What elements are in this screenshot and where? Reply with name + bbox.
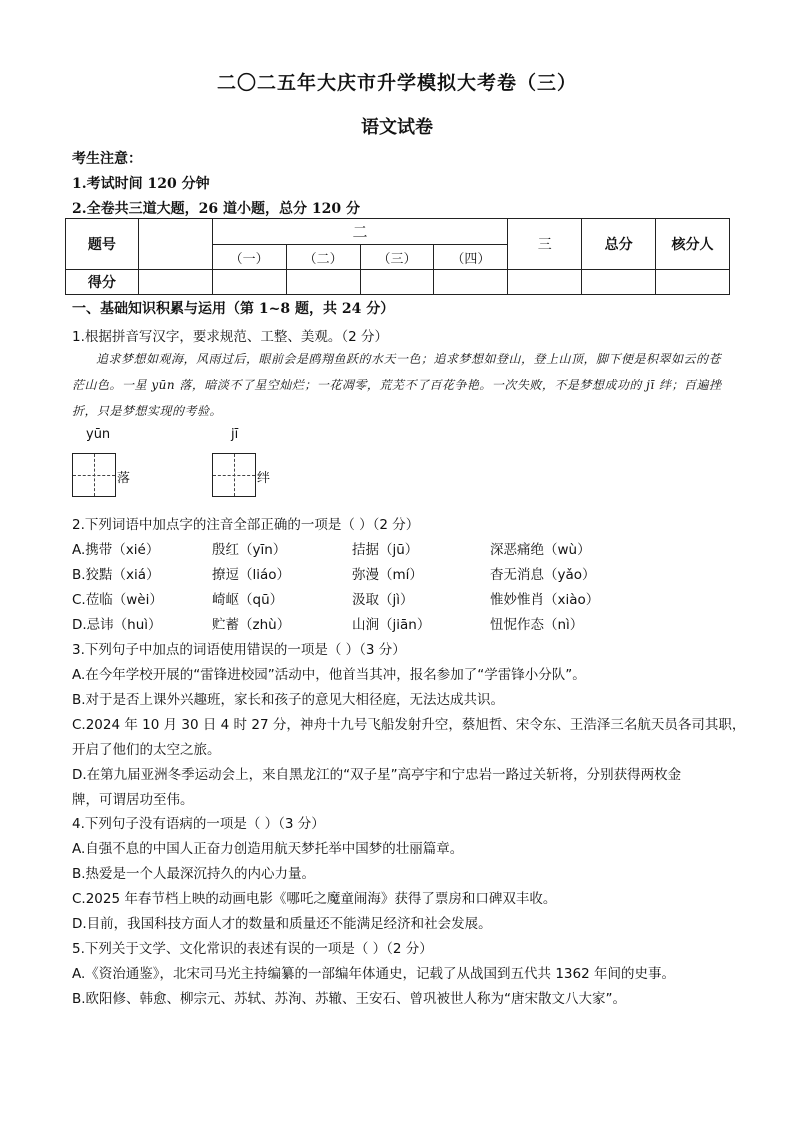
q2-option-b-2: 撩逗（liáo）	[212, 567, 291, 583]
section-heading: 一、基础知识积累与运用（第 1~8 题，共 24 分）	[72, 301, 395, 317]
grid-2-suffix: 绊	[257, 471, 271, 486]
score-table-cell[interactable]	[212, 270, 286, 295]
q3-option-d-cont: 牌，可谓居功至伟。	[72, 792, 194, 808]
q2-option-a-1: A.携带（xié）	[72, 542, 160, 558]
score-table	[65, 218, 730, 295]
score-table-sub-1: （一）	[212, 245, 286, 270]
score-table-cell[interactable]	[508, 270, 582, 295]
score-table-cell	[138, 219, 212, 270]
q2-option-d-4: 忸怩作态（nì）	[490, 617, 584, 633]
q2-option-b-3: 弥漫（mí）	[352, 567, 423, 583]
writing-grid-2[interactable]	[212, 453, 256, 497]
score-table-part3: 三	[508, 219, 582, 270]
score-table-part2: 二	[212, 219, 508, 245]
q3-option-b: B.对于是否上课外兴趣班，家长和孩子的意见大相径庭，无法达成共识。	[72, 692, 505, 708]
q2-option-a-2: 殷红（yīn）	[212, 542, 287, 558]
score-table-row-score: 得分	[66, 270, 139, 295]
score-table-cell[interactable]	[360, 270, 434, 295]
exam-subtitle: 语文试卷	[361, 117, 433, 138]
q2-option-d-2: 贮蓄（zhù）	[212, 617, 291, 633]
pinyin-2: jī	[231, 427, 239, 442]
q4-option-c: C.2025 年春节档上映的动画电影《哪吒之魔童闹海》获得了票房和口碑双丰收。	[72, 891, 557, 907]
q2-option-b-1: B.狡黠（xiá）	[72, 567, 160, 583]
question-2-stem: 2.下列词语中加点字的注音全部正确的一项是（ ）（2 分）	[72, 517, 420, 533]
question-1-passage: 追求梦想如观海，风雨过后，眼前会是鸥翔鱼跃的水天一色；追求梦想如登山，登上山顶，脚下便是积翠如云的苍茫山色。一星 yūn 落，暗淡不了星空灿烂；一花凋零，荒芜不了百花争艳。一次失败，不是梦想成功的 jī 绊；百遍挫折，只是梦想实现的考验。	[72, 352, 722, 418]
q4-option-a: A.自强不息的中国人正奋力创造用航天梦托举中国梦的壮丽篇章。	[72, 841, 464, 857]
score-table-cell[interactable]	[582, 270, 656, 295]
notice-item-total: 2.全卷共三道大题，26 道小题，总分 120 分	[72, 201, 360, 217]
score-table-sub-4: （四）	[434, 245, 508, 270]
score-table-sub-3: （三）	[360, 245, 434, 270]
q5-option-a: A.《资治通鉴》，北宋司马光主持编纂的一部编年体通史，记载了从战国到五代共 1362 年间的史事。	[72, 966, 675, 982]
score-table-cell[interactable]	[434, 270, 508, 295]
q3-option-c-cont: 开启了他们的太空之旅。	[72, 742, 221, 758]
score-table-cell[interactable]	[138, 270, 212, 295]
q2-option-b-4: 杳无消息（yǎo）	[490, 567, 596, 583]
q2-option-d-1: D.忌讳（huì）	[72, 617, 162, 633]
question-4-stem: 4.下列句子没有语病的一项是（ ）（3 分）	[72, 816, 325, 832]
score-table-checker: 核分人	[656, 219, 730, 270]
q3-option-c: C.2024 年 10 月 30 日 4 时 27 分，神舟十九号飞船发射升空，蔡旭哲、宋令东、王浩泽三名航天员各司其职，	[72, 717, 746, 733]
question-3-stem: 3.下列句子中加点的词语使用错误的一项是（ ）（3 分）	[72, 642, 406, 658]
q5-option-b: B.欧阳修、韩愈、柳宗元、苏轼、苏洵、苏辙、王安石、曾巩被世人称为“唐宋散文八大家”。	[72, 991, 627, 1007]
grid-1-suffix: 落	[117, 471, 131, 486]
q2-option-c-2: 崎岖（qū）	[212, 592, 284, 608]
q2-option-d-3: 山涧（jiān）	[352, 617, 431, 633]
exam-title: 二〇二五年大庆市升学模拟大考卷（三）	[216, 72, 577, 94]
q2-option-a-4: 深恶痛绝（wù）	[490, 542, 591, 558]
score-table-col-title: 题号	[66, 219, 139, 270]
q4-option-b: B.热爱是一个人最深沉持久的内心力量。	[72, 866, 316, 882]
q2-option-c-4: 惟妙惟肖（xiào）	[490, 592, 600, 608]
q3-option-a: A.在今年学校开展的“雷锋进校园”活动中，他首当其冲，报名参加了“学雷锋小分队”。	[72, 667, 586, 683]
question-5-stem: 5.下列关于文学、文化常识的表述有误的一项是（ ）（2 分）	[72, 941, 433, 957]
q4-option-d: D.目前，我国科技方面人才的数量和质量还不能满足经济和社会发展。	[72, 916, 492, 932]
notice-heading: 考生注意：	[72, 151, 142, 167]
writing-grid-1[interactable]	[72, 453, 116, 497]
score-table-sub-2: （二）	[286, 245, 360, 270]
q2-option-c-1: C.莅临（wèi）	[72, 592, 163, 608]
q2-option-c-3: 汲取（jì）	[352, 592, 414, 608]
q3-option-d: D.在第九届亚洲冬季运动会上，来自黑龙江的“双子星”高亭宇和宁忠岩一路过关斩将，分别获得两枚金	[72, 767, 682, 783]
score-table-cell[interactable]	[286, 270, 360, 295]
score-table-cell[interactable]	[656, 270, 730, 295]
notice-item-time: 1.考试时间 120 分钟	[72, 176, 210, 192]
score-table-total: 总分	[582, 219, 656, 270]
question-1-stem: 1.根据拼音写汉字，要求规范、工整、美观。（2 分）	[72, 329, 389, 345]
q2-option-a-3: 拮据（jū）	[352, 542, 419, 558]
pinyin-1: yūn	[86, 427, 111, 442]
